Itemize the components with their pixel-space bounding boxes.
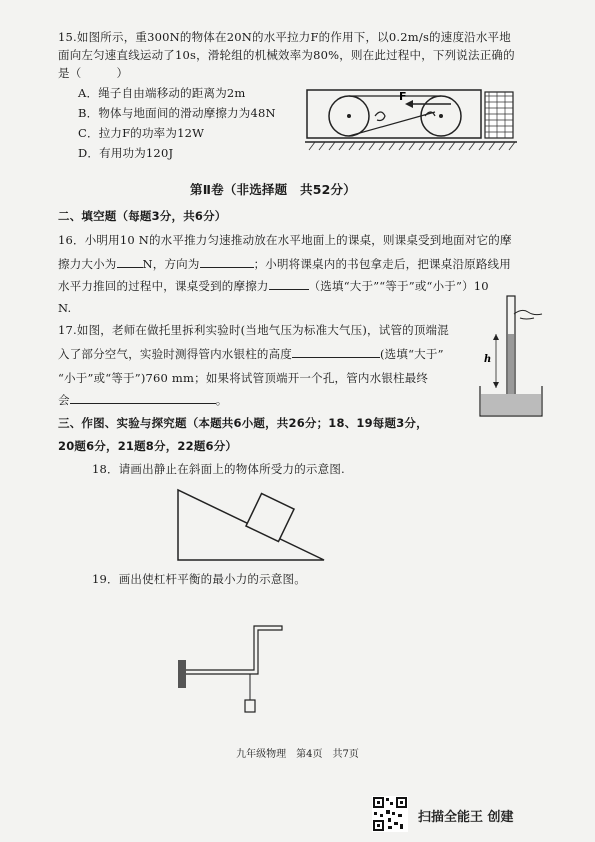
fill-blank-heading: 二、填空题（每题3分，共6分） — [58, 209, 227, 223]
blank-friction-compare[interactable] — [269, 289, 309, 290]
q18-text: 18．请画出静止在斜面上的物体所受力的示意图. — [92, 462, 345, 476]
blank-friction-value[interactable] — [117, 267, 143, 268]
q15-option-c: C．拉力F的功率为12W — [78, 126, 205, 140]
q16-line1: 16．小明用10 N的水平推力匀速推动放在水平地面上的课桌，则课桌受到地面对它的摩 — [58, 233, 512, 247]
hand — [514, 310, 542, 319]
blank-friction-direction[interactable] — [200, 267, 254, 268]
q17-line1: 17.如图，老师在做托里拆利实验时(当地气压为标准大气压)，试管的顶端混 — [58, 323, 449, 337]
q15-line3: 是（ ） — [58, 66, 129, 80]
q17-line2: 入了部分空气，实验时测得管内水银柱的高度 (选填“大于” — [58, 347, 444, 361]
q19-text: 19．画出使杠杆平衡的最小力的示意图。 — [92, 572, 306, 586]
q15-option-d: D．有用功为120J — [78, 146, 174, 160]
bent-lever — [182, 626, 282, 674]
q15-line2: 面向左匀速直线运动了10s，滑轮组的机械效率为80%，则在此过程中，下列说法正确的 — [58, 48, 515, 62]
block-on-incline — [246, 494, 294, 542]
q15-option-a: A．绳子自由端移动的距离为2m — [78, 86, 246, 100]
torricelli-figure — [476, 290, 546, 422]
q17-line4: 会 。 — [58, 393, 228, 407]
section3-line2: 20题6分，21题8分，22题6分） — [58, 439, 238, 453]
q16-line3: 水平力推回的过程中，课桌受到的摩擦力 （选填“大于”“等于”或“小于”）10 — [58, 279, 489, 293]
qr-code-icon — [372, 796, 408, 832]
incline-figure — [172, 484, 328, 564]
force-label: F — [399, 90, 407, 103]
section2-title: 第Ⅱ卷（非选择题 共52分） — [190, 182, 356, 197]
pivot-mount — [178, 660, 186, 688]
q16-line4: N. — [58, 301, 72, 315]
q15-line1: 15.如图所示，重300N的物体在20N的水平拉力F的作用下，以0.2m/s的速度沿水平地 — [58, 30, 511, 44]
q16-line2: 擦力大小为 N，方向为 ；小明将课桌内的书包拿走后，把课桌沿原路线用 — [58, 257, 511, 271]
blank-mercury-height[interactable] — [292, 357, 380, 358]
lever-figure — [174, 620, 286, 716]
height-label: h — [484, 354, 492, 365]
q15-option-b: B．物体与地面间的滑动摩擦力为48N — [78, 106, 276, 120]
hanging-weight — [245, 700, 255, 712]
q17-line3: “小于”或“等于”)760 mm；如果将试管顶端开一个孔，管内水银柱最终 — [58, 371, 429, 385]
page-footer: 九年级物理 第4页 共7页 — [236, 749, 359, 760]
blank-mercury-result[interactable] — [70, 403, 216, 404]
section3-line1: 三、作图、实验与探究题（本题共6小题，共26分；18、19每题3分， — [58, 416, 428, 430]
scanner-brand: 扫描全能王 创建 — [418, 810, 514, 825]
pulley-figure — [305, 82, 520, 154]
